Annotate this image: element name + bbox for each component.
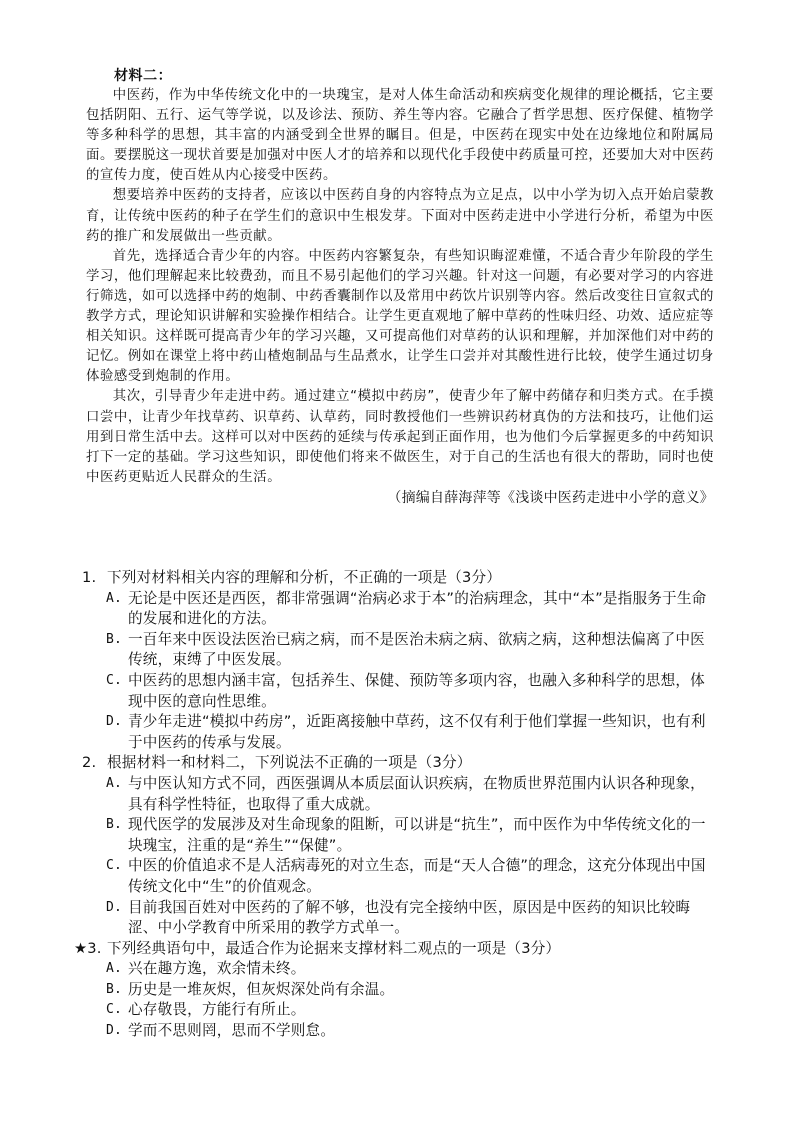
option-letter: A.: [106, 775, 123, 791]
option-text: 兴在趣方逸，欢余情未终。: [128, 960, 306, 978]
question-2: [82, 753, 716, 774]
option-d: [86, 712, 716, 753]
option-d: [86, 898, 716, 939]
option-letter: C.: [106, 858, 123, 874]
question-number: ★3.: [74, 939, 102, 957]
option-text: 历史是一堆灰烬，但灰烬深处尚有余温。: [128, 980, 395, 998]
option-text: 一百年来中医设法医治已病之病，而不是医治未病之病、欲病之病，这种想法偏离了中医传统，束缚了中医发展。: [128, 630, 705, 669]
question-text: 下列经典语句中，最适合作为论据来支撑材料二观点的一项是（3分）: [107, 939, 561, 957]
option-letter: A.: [106, 590, 123, 606]
question-text: 下列对材料相关内容的理解和分析，不正确的一项是（3分）: [107, 569, 502, 586]
option-letter: D.: [106, 899, 123, 915]
option-letter: C.: [106, 1002, 123, 1018]
material-paragraph: 中医药，作为中华传统文化中的一块瑰宝，是对人体生命活动和疾病变化规律的理论概括，它主要包括阴阳、五行、运气等学说，以及诊法、预防、养生等内容。它融合了哲学思想、医疗保健、植物学等多种科学的思想，其丰富的内涵受到全世界的瞩目。但是，中医药在现实中处在边缘地位和附属局面。要摆脱这一现状首要是加强对中医人才的培养和以现代化手段使中药质量可控，还要加大对中医药的宣传力度，使百姓从内心接受中医药。: [86, 88, 714, 184]
option-c: [86, 856, 716, 897]
option-text: 学而不思则罔，思而不学则怠。: [128, 1022, 336, 1040]
option-text: 中医药的思想内涵丰富，包括养生、保健、预防等多项内容，也融入多种科学的思想，体现中医的意向性思维。: [128, 671, 705, 710]
option-letter: C.: [106, 672, 123, 688]
question-3: [74, 939, 716, 960]
option-text: 心存敬畏，方能行有所止。: [128, 1001, 306, 1019]
questions-section: [74, 568, 716, 1042]
question-number: 1.: [82, 569, 97, 586]
material-two-section: [86, 66, 714, 508]
question-1: [82, 568, 716, 589]
option-text: 无论是中医还是西医，都非常强调“治病必求于本”的治病理念，其中“本”是指服务于生命的发展和进化的方法。: [128, 589, 707, 628]
option-text: 与中医认知方式不同，西医强调从本质层面认识疾病，在物质世界范围内认识各种现象，具有科学性特征，也取得了重大成就。: [128, 774, 705, 813]
option-b: [86, 815, 716, 856]
question-text: 根据材料一和材料二，下列说法不正确的一项是（3分）: [107, 754, 472, 772]
option-b: [86, 980, 716, 1001]
material-paragraph: 首先，选择适合青少年的内容。中医药内容繁复杂，有些知识晦涩难懂，不适合青少年阶段的学生学习，他们理解起来比较费劲，而且不易引起他们的学习兴趣。针对这一问题，有必要对学习的内容进行筛选，如可以选择中药的炮制、中药香囊制作以及常用中药饮片识别等内容。然后改变往日宣叙式的教学方式，理论知识讲解和实验操作相结合。让学生更直观地了解中草药的性味归经、功效、适应症等相关知识。这样既可提高青少年的学习兴趣，又可提高他们对草药的认识和理解，并加深他们对中药的记忆。例如在课堂上将中药山楂炮制品与生品煮水，让学生口尝并对其酸性进行比较，使学生通过切身体验感受到炮制的作用。: [86, 248, 714, 385]
option-text: 中医的价值追求不是人活病毒死的对立生态，而是“天人合德”的理念，这充分体现出中国传统文化中“生”的价值观念。: [128, 857, 706, 895]
material-source: （摘编自薛海萍等《浅谈中医药走进中小学的意义》: [387, 489, 714, 506]
option-a: [86, 959, 716, 980]
material-paragraph: 其次，引导青少年走进中药。通过建立“模拟中药房”，使青少年了解中药储存和归类方式。在手摸口尝中，让青少年找草药、识草药、认草药，同时教授他们一些辨识药材真伪的方法和技巧，让他们运用到日常生活中去。这样可以对中医药的延续与传承起到正面作用，也为他们今后掌握更多的中药知识打下一定的基础。学习这些知识，即使他们将来不做医生，对于自己的生活也有很大的帮助，同时也使中医药更贴近人民群众的生活。: [86, 389, 714, 485]
option-a: [86, 589, 716, 630]
option-text: 现代医学的发展涉及对生命现象的阻断，可以讲是“抗生”，而中医作为中华传统文化的一块瑰宝，注重的是“养生”“保健”。: [128, 816, 706, 854]
option-letter: A.: [106, 961, 123, 977]
option-c: [86, 671, 716, 712]
option-letter: B.: [106, 981, 123, 997]
question-number: 2.: [82, 754, 97, 772]
option-text: 青少年走进“模拟中药房”，近距离接触中草药，这不仅有利于他们掌握一些知识，也有利于中医药的传承与发展。: [128, 713, 706, 751]
option-letter: D.: [106, 714, 123, 730]
option-letter: B.: [106, 817, 123, 833]
option-b: [86, 630, 716, 671]
option-a: [86, 774, 716, 815]
material-paragraph: 想要培养中医药的支持者，应该以中医药自身的内容特点为立足点，以中小学为切入点开始启蒙教育，让传统中医药的种子在学生们的意识中生根发芽。下面对中医药走进中小学进行分析，希望为中医药的推广和发展做出一些贡献。: [86, 188, 714, 244]
option-text: 目前我国百姓对中医药的了解不够，也没有完全接纳中医，原因是中医药的知识比较晦涩、中小学教育中所采用的教学方式单一。: [128, 898, 691, 937]
option-letter: D.: [106, 1023, 123, 1039]
option-d: [86, 1021, 716, 1042]
option-letter: B.: [106, 631, 123, 647]
option-c: [86, 1000, 716, 1021]
material-heading: 材料二：: [114, 68, 173, 84]
